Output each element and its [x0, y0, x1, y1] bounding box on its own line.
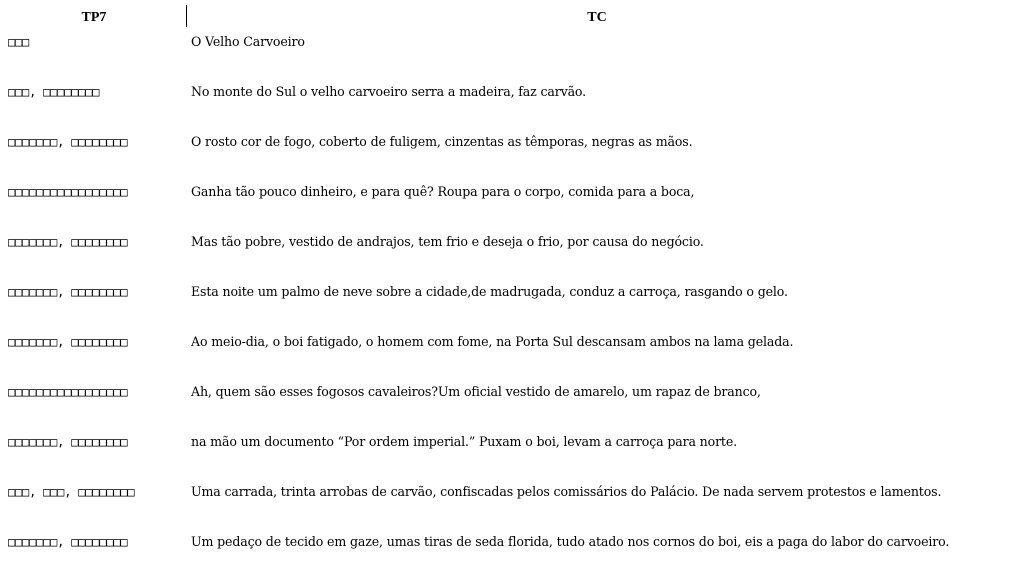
translation-line: No monte do Sul o velho carvoeiro serra a madeira, faz carvão.	[191, 84, 586, 99]
verse-rows	[0, 31, 1011, 581]
translation-line: Mas tão pobre, vestido de andrajos, tem frio e deseja o frio, por causa do negócio.	[191, 234, 704, 249]
verse-row	[0, 81, 1011, 131]
translation-line: Ao meio-dia, o boi fatigado, o homem com fome, na Porta Sul descansam ambos na lama gelada.	[191, 334, 794, 349]
source-line: □□□□□□□, □□□□□□□□	[8, 285, 128, 299]
source-line: □□□□□□□□□□□□□□□□□	[8, 185, 128, 199]
verse-row	[0, 381, 1011, 431]
verse-row	[0, 181, 1011, 231]
header-tc: TC	[587, 10, 607, 25]
source-line: □□□□□□□, □□□□□□□□	[8, 135, 128, 149]
source-line: □□□□□□□, □□□□□□□□	[8, 435, 128, 449]
verse-row	[0, 231, 1011, 281]
translation-line: Esta noite um palmo de neve sobre a cidade,de madrugada, conduz a carroça, rasgando o gelo.	[191, 284, 788, 299]
verse-row	[0, 331, 1011, 381]
source-line: □□□, □□□□□□□□	[8, 85, 100, 99]
verse-row	[0, 281, 1011, 331]
source-line: □□□□□□□, □□□□□□□□	[8, 535, 128, 549]
column-divider	[186, 5, 187, 27]
source-line: □□□□□□□, □□□□□□□□	[8, 235, 128, 249]
verse-row	[0, 31, 1011, 81]
verse-row	[0, 431, 1011, 481]
verse-row	[0, 131, 1011, 181]
header-tp7: TP7	[81, 10, 107, 25]
verse-row	[0, 481, 1011, 531]
translation-line: Ah, quem são esses fogosos cavaleiros?Um oficial vestido de amarelo, um rapaz de branco,	[191, 384, 761, 399]
translation-line: Uma carrada, trinta arrobas de carvão, confiscadas pelos comissários do Palácio. De nada servem protestos e lamentos.	[191, 484, 942, 499]
source-line: □□□	[8, 35, 30, 49]
translation-line: Ganha tão pouco dinheiro, e para quê? Roupa para o corpo, comida para a boca,	[191, 184, 695, 199]
translation-line: O Velho Carvoeiro	[191, 34, 305, 49]
translation-line: Um pedaço de tecido em gaze, umas tiras de seda florida, tudo atado nos cornos do boi, eis a paga do labor do carvoeiro.	[191, 534, 950, 549]
source-line: □□□□□□□, □□□□□□□□	[8, 335, 128, 349]
translation-line: na mão um documento “Por ordem imperial.” Puxam o boi, levam a carroça para norte.	[191, 434, 738, 449]
source-line: □□□□□□□□□□□□□□□□□	[8, 385, 128, 399]
translation-line: O rosto cor de fogo, coberto de fuligem, cinzentas as têmporas, negras as mãos.	[191, 134, 693, 149]
source-line: □□□, □□□, □□□□□□□□	[8, 485, 135, 499]
verse-row	[0, 531, 1011, 581]
